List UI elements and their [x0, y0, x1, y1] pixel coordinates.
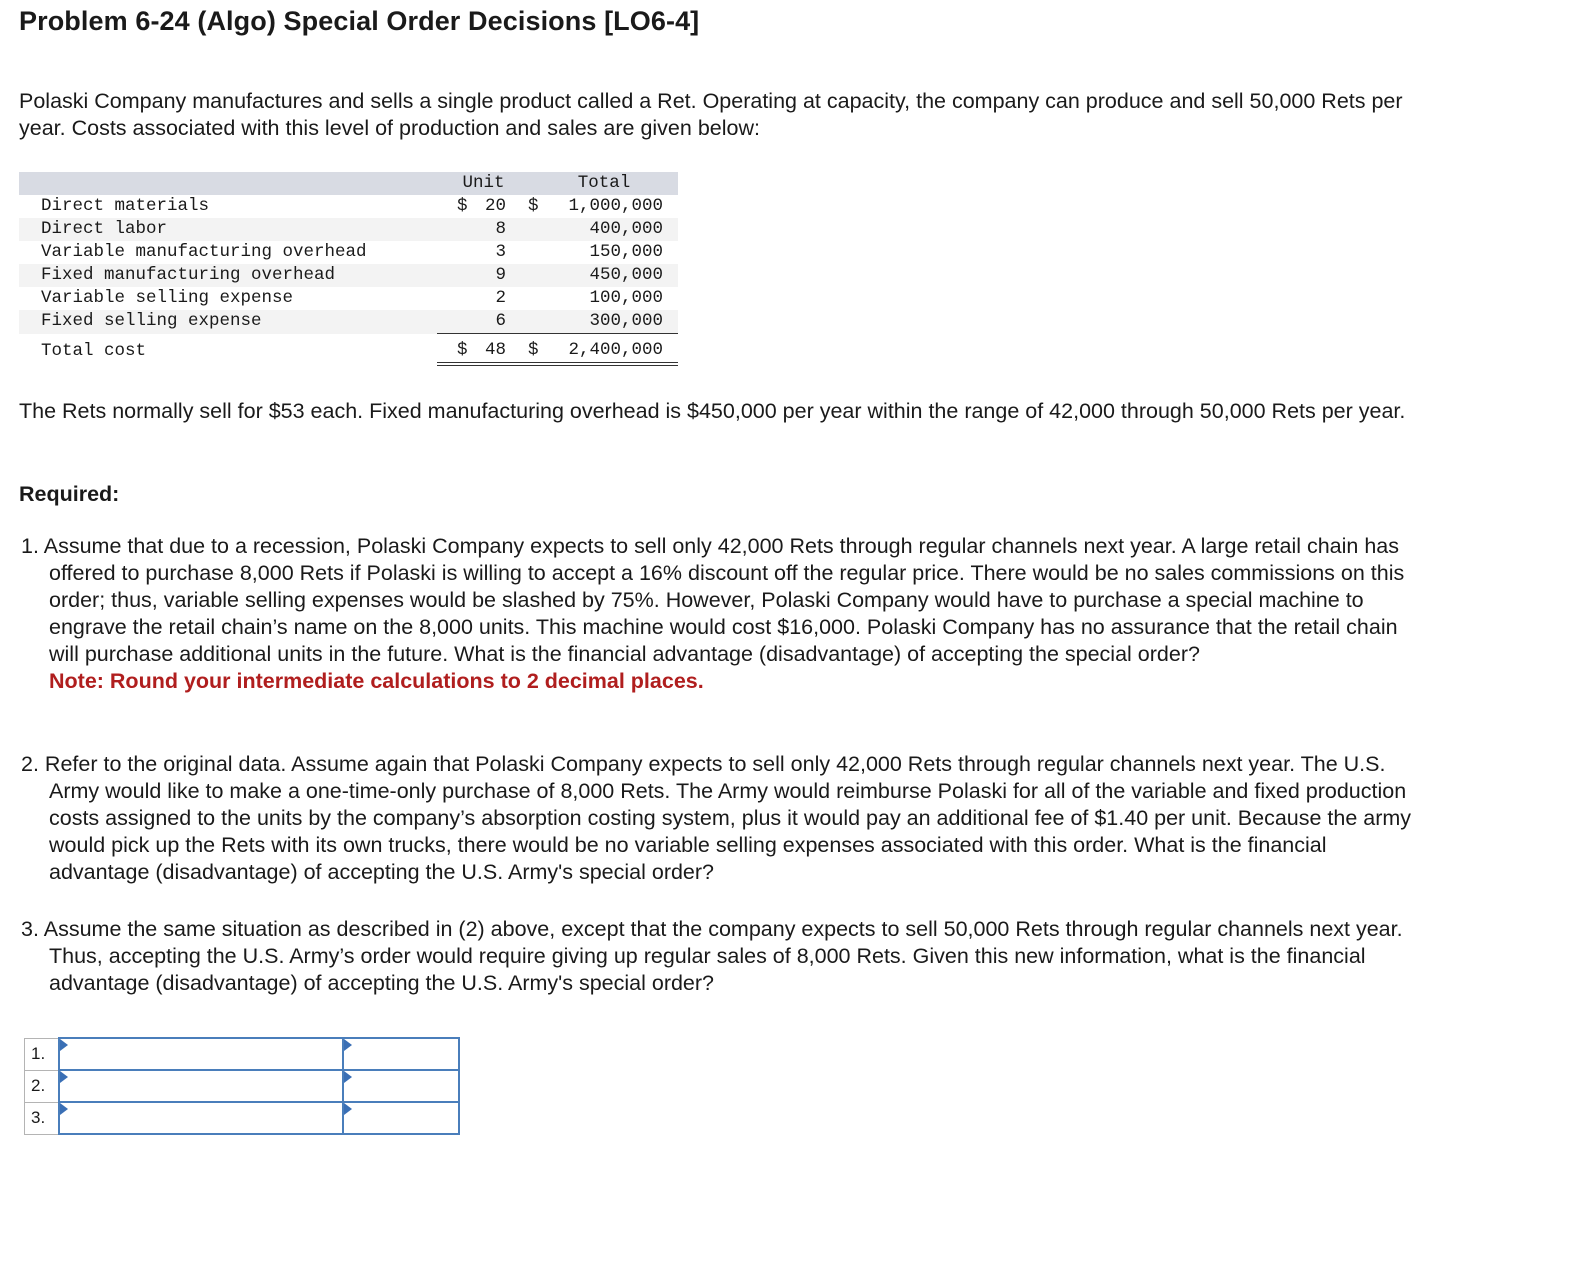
required-heading: Required:: [19, 482, 120, 506]
total-value: 450,000: [589, 265, 663, 285]
row-total: [508, 264, 678, 287]
requirement-number: 2.: [21, 752, 39, 776]
row-label: Direct labor: [41, 219, 168, 239]
unit-value: 20: [484, 196, 506, 216]
total-unit: [437, 334, 508, 365]
answer-row: [25, 1102, 459, 1134]
row-unit: [437, 310, 508, 334]
cost-table-header: [19, 172, 678, 195]
requirement-1: [21, 533, 1431, 695]
total-value: 150,000: [589, 242, 663, 262]
answer-label-cell[interactable]: [59, 1102, 343, 1134]
answer-row-number: 3.: [25, 1102, 59, 1134]
total-row: [19, 334, 678, 365]
header-label-blank: [19, 172, 437, 195]
row-unit: [437, 195, 508, 218]
dropdown-indicator-icon: [344, 1039, 352, 1051]
answer-amount-input[interactable]: [344, 1040, 458, 1068]
page-title: Problem 6-24 (Algo) Special Order Decisions [LO6-4]: [19, 6, 700, 36]
unit-value: 8: [495, 219, 506, 239]
table-row: [19, 264, 678, 287]
header-total: Total: [577, 173, 631, 193]
answer-label-input[interactable]: [60, 1072, 342, 1100]
answer-label-input[interactable]: [60, 1040, 342, 1068]
table-row: [19, 287, 678, 310]
intro-paragraph: Polaski Company manufactures and sells a single product called a Ret. Operating at capacity, the company can produce and sell 50,000 Rets per year. Costs associated with this level of production and sales are given below:: [19, 89, 1403, 140]
row-label: Fixed manufacturing overhead: [41, 265, 336, 285]
row-unit: [437, 264, 508, 287]
currency-sign: $: [457, 196, 468, 216]
total-label: Total cost: [41, 340, 147, 361]
dropdown-indicator-icon: [344, 1103, 352, 1115]
row-label: Variable selling expense: [41, 288, 294, 308]
table-row: [19, 195, 678, 218]
unit-value: 2: [495, 288, 506, 308]
answer-label-cell[interactable]: [59, 1038, 343, 1070]
answer-amount-cell[interactable]: [343, 1038, 459, 1070]
unit-value: 6: [495, 311, 506, 331]
row-total: [508, 241, 678, 264]
table-row: [19, 310, 678, 334]
unit-value: 48: [484, 340, 506, 360]
row-total: [508, 287, 678, 310]
answer-amount-cell[interactable]: [343, 1102, 459, 1134]
total-value: 100,000: [589, 288, 663, 308]
total-value: 400,000: [589, 219, 663, 239]
answer-row-number: 2.: [25, 1070, 59, 1102]
rounding-note: Note: Round your intermediate calculations to 2 decimal places.: [49, 669, 704, 693]
requirement-text: Assume that due to a recession, Polaski Company expects to sell only 42,000 Rets through regular channels next year. A large retail chain has offered to purchase 8,000 Rets if Polaski is willing to accept a 16% discount off the regular price. There would be no sales commissions on this order; thus, variable selling expenses would be slashed by 75%. However, Polaski Company would have to purchase a special machine to engrave the retail chain’s name on the 8,000 units. This machine would cost $16,000. Polaski Company has no assurance that the retail chain will purchase additional units in the future. What is the financial advantage (disadvantage) of accepting the special order?: [43, 534, 1405, 666]
answer-row: [25, 1038, 459, 1070]
requirement-text: Refer to the original data. Assume again that Polaski Company expects to sell only 42,000 Rets through regular channels next year. The U.S. Army would like to make a one-time-only purchase of 8,000 Rets. The Army would reimburse Polaski for all of the variable and fixed production costs assigned to the units by the company’s absorption costing system, plus it would pay an additional fee of $1.40 per unit. Because the army would pick up the Rets with its own trucks, there would be no variable selling expenses associated with this order. What is the financial advantage (disadvantage) of accepting the U.S. Army's special order?: [44, 752, 1412, 884]
answer-amount-cell[interactable]: [343, 1070, 459, 1102]
requirement-text: Assume the same situation as described in (2) above, except that the company expects to sell 50,000 Rets through regular channels next year. Thus, accepting the U.S. Army’s order would require giving up regular sales of 8,000 Rets. Given this new information, what is the financial advantage (disadvantage) of accepting the U.S. Army's special order?: [43, 917, 1403, 995]
answer-label-cell[interactable]: [59, 1070, 343, 1102]
requirement-number: 1.: [21, 534, 39, 558]
row-label: Variable manufacturing overhead: [41, 242, 367, 262]
total-value: 300,000: [589, 311, 663, 331]
answer-row-number: 1.: [25, 1038, 59, 1070]
table-row: [19, 218, 678, 241]
dropdown-indicator-icon: [60, 1103, 68, 1115]
total-value: 1,000,000: [568, 196, 663, 216]
table-row: [19, 241, 678, 264]
header-unit: Unit: [462, 173, 505, 193]
row-label: Fixed selling expense: [41, 311, 262, 332]
row-label: Direct materials: [41, 196, 210, 216]
cost-table: [19, 172, 678, 366]
requirement-2: [21, 751, 1431, 886]
requirement-3: [21, 916, 1431, 997]
answer-amount-input[interactable]: [344, 1072, 458, 1100]
currency-sign: $: [528, 196, 539, 216]
total-total: [508, 334, 678, 365]
row-unit: [437, 287, 508, 310]
total-value: 2,400,000: [568, 340, 663, 360]
row-unit: [437, 218, 508, 241]
answer-amount-input[interactable]: [344, 1104, 458, 1132]
currency-sign: $: [528, 340, 539, 360]
dropdown-indicator-icon: [60, 1039, 68, 1051]
dropdown-indicator-icon: [344, 1071, 352, 1083]
answer-label-input[interactable]: [60, 1104, 342, 1132]
dropdown-indicator-icon: [60, 1071, 68, 1083]
requirement-number: 3.: [21, 917, 39, 941]
pricing-paragraph: The Rets normally sell for $53 each. Fixed manufacturing overhead is $450,000 per year within the range of 42,000 through 50,000 Rets per year.: [19, 399, 1406, 423]
unit-value: 3: [495, 242, 506, 262]
row-unit: [437, 241, 508, 264]
answer-grid: [24, 1037, 460, 1135]
row-total: [508, 218, 678, 241]
unit-value: 9: [495, 265, 506, 285]
row-total: [508, 195, 678, 218]
answer-row: [25, 1070, 459, 1102]
currency-sign: $: [457, 340, 468, 360]
row-total: [508, 310, 678, 334]
